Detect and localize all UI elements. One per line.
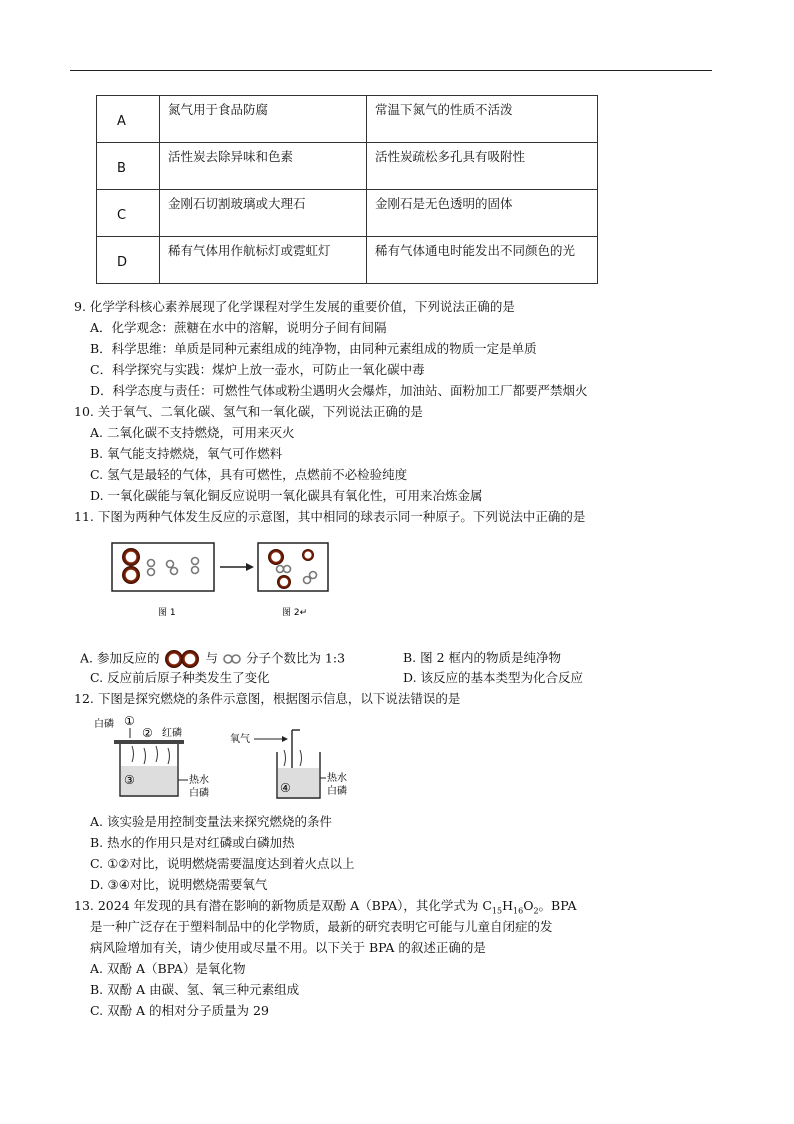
formula-o: O — [523, 898, 534, 913]
table-row — [97, 96, 598, 143]
small-molecule-icon — [222, 653, 242, 665]
q12-option-a: A. 该实验是用控制变量法来探究燃烧的条件 — [90, 814, 332, 829]
q11-a-post: 分子个数比为 1:3 — [245, 650, 346, 666]
row-letter: D — [97, 237, 160, 284]
atom-big — [302, 549, 314, 561]
q13-option-b: B. 双酚 A 由碳、氢、氧三种元素组成 — [90, 982, 300, 997]
label-n4: ④ — [280, 781, 291, 795]
q9-option-b: B．科学思维：单质是同种元素组成的纯净物，由同种元素组成的物质一定是单质 — [90, 341, 537, 356]
label-hot-water: 热水 — [189, 775, 209, 786]
formula-h: H — [502, 898, 513, 913]
q11-a-pre: A. 参加反应的 — [80, 650, 160, 666]
molecule-big-1 — [122, 548, 140, 584]
formula-sub: 2 — [533, 906, 539, 916]
q12-option-d: D. ③④对比，说明燃烧需要氧气 — [90, 877, 268, 892]
label-red-p: 红磷 — [162, 728, 182, 739]
q11-a-mid: 与 — [205, 650, 218, 666]
q12-option-b: B. 热水的作用只是对红磷或白磷加热 — [90, 835, 295, 850]
q13-stem-pre: 13. 2024 年发现的具有潜在影响的新物质是双酚 A（BPA），其化学式为 C — [74, 898, 492, 913]
q13-stem-line3: 病风险增加有关，请少使用或尽量不用。以下关于 BPA 的叙述正确的是 — [90, 940, 486, 955]
table-row — [97, 190, 598, 237]
row-letter: A — [97, 96, 160, 143]
q13-stem-post: 。BPA — [538, 898, 577, 913]
table-row — [97, 143, 598, 190]
q12-option-c: C. ①②对比，说明燃烧需要温度达到着火点以上 — [90, 856, 355, 871]
row-use: 稀有气体用作航标灯或霓虹灯 — [160, 237, 367, 284]
row-letter: B — [97, 143, 160, 190]
row-reason: 活性炭疏松多孔具有吸附性 — [367, 143, 598, 190]
row-letter: C — [97, 190, 160, 237]
q10-option-c: C. 氢气是最轻的气体，具有可燃性，点燃前不必检验纯度 — [90, 467, 408, 482]
q9-stem: 9. 化学学科核心素养展现了化学课程对学生发展的重要价值，下列说法正确的是 — [74, 299, 515, 314]
q13-option-c: C. 双酚 A 的相对分子质量为 29 — [90, 1003, 269, 1018]
copper-plate — [114, 740, 184, 744]
row-reason: 金刚石是无色透明的固体 — [367, 190, 598, 237]
q11-option-c: C. 反应前后原子种类发生了变化 — [90, 670, 270, 685]
label-white-p3: 白磷 — [327, 786, 347, 797]
label-hot-water2: 热水 — [327, 773, 347, 784]
atom-big — [277, 575, 291, 589]
row-use: 金刚石切割玻璃或大理石 — [160, 190, 367, 237]
big-molecule-icon — [163, 648, 201, 670]
q10-stem: 10. 关于氧气、二氧化碳、氢气和一氧化碳，下列说法正确的是 — [74, 404, 423, 419]
box-2 — [258, 543, 328, 591]
q11-option-b: B. 图 2 框内的物质是纯净物 — [403, 650, 562, 665]
q10-option-a: A. 二氧化碳不支持燃烧，可用来灭火 — [90, 425, 295, 440]
q9-option-a: A．化学观念：蔗糖在水中的溶解，说明分子间有间隔 — [90, 320, 387, 335]
fig1-label: 图 1 — [158, 608, 176, 618]
row-use: 氮气用于食品防腐 — [160, 96, 367, 143]
q9-option-d: D．科学态度与责任：可燃性气体或粉尘遇明火会爆炸，加油站、面粉加工厂都要严禁烟火 — [90, 383, 588, 398]
label-n2: ② — [142, 726, 153, 740]
combustion-diagram — [92, 712, 356, 804]
label-white-p: 白磷 — [94, 719, 114, 730]
q12-stem: 12. 下图是探究燃烧的条件示意图，根据图示信息，以下说法错误的是 — [74, 691, 461, 706]
row-reason: 稀有气体通电时能发出不同颜色的光 — [367, 237, 598, 284]
q13-stem-line2: 是一种广泛存在于塑料制品中的化学物质，最新的研究表明它可能与儿童自闭症的发 — [90, 919, 553, 934]
reaction-diagram — [110, 535, 340, 625]
label-n1: ① — [124, 714, 135, 728]
label-white-p2: 白磷 — [189, 788, 209, 799]
formula-sub: 16 — [513, 906, 524, 916]
q10-option-d: D. 一氧化碳能与氧化铜反应说明一氧化碳具有氧化性，可用来冶炼金属 — [90, 488, 483, 503]
table-row — [97, 237, 598, 284]
formula-sub: 15 — [491, 906, 503, 916]
label-n3: ③ — [124, 773, 135, 787]
q13-stem-line1 — [74, 896, 577, 916]
q11-option-a — [80, 648, 345, 670]
q9-option-c: C．科学探究与实践：煤炉上放一壶水，可防止一氧化碳中毒 — [90, 362, 425, 377]
row-use: 活性炭去除异味和色素 — [160, 143, 367, 190]
q11-option-d: D. 该反应的基本类型为化合反应 — [403, 670, 584, 685]
label-oxygen: 氧气 — [230, 734, 250, 745]
arrow-head-icon — [246, 563, 254, 571]
atom-big — [268, 549, 284, 565]
q13-option-a: A. 双酚 A（BPA）是氧化物 — [90, 961, 246, 976]
fig2-label: 图 2↵ — [282, 608, 308, 618]
options-table — [96, 95, 598, 284]
q11-stem: 11. 下图为两种气体发生反应的示意图，其中相同的球表示同一种原子。下列说法中正确的是 — [74, 509, 586, 524]
header-rule — [70, 70, 712, 71]
q10-option-b: B. 氧气能支持燃烧，氧气可作燃料 — [90, 446, 283, 461]
row-reason: 常温下氮气的性质不活泼 — [367, 96, 598, 143]
small-molecules — [148, 558, 199, 576]
